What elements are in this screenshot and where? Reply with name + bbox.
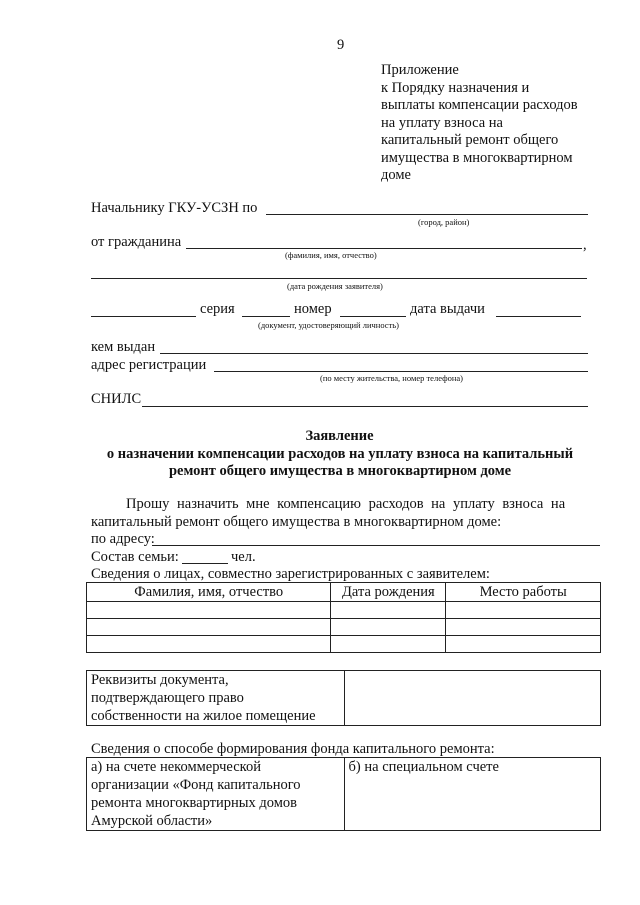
addressee-line[interactable] [266, 214, 588, 215]
header-workplace: Место работы [446, 583, 601, 602]
appendix-line: имущества в многоквартирном [381, 149, 573, 166]
family-unit: чел. [231, 549, 256, 565]
table-row [87, 602, 601, 619]
reg-address-hint: (по месту жительства, номер телефона) [320, 373, 463, 383]
fund-table [86, 757, 601, 831]
statement-subtitle: о назначении компенсации расходов на уплату взноса на капитальный [106, 446, 574, 462]
issue-date-line[interactable] [496, 316, 581, 317]
table-cell[interactable] [87, 602, 331, 619]
ownership-table [86, 670, 601, 726]
fund-option-a-line: Амурской области» [91, 813, 213, 829]
table-cell[interactable] [331, 619, 446, 636]
ownership-value-cell[interactable] [344, 671, 600, 726]
table-row [87, 758, 601, 831]
fund-option-a-line: организации «Фонд капитального [91, 777, 301, 793]
table-cell[interactable] [446, 619, 601, 636]
ownership-label-line: Реквизиты документа, [91, 672, 229, 688]
appendix-line: капитальный ремонт общего [381, 132, 559, 148]
statement-subtitle: ремонт общего имущества в многоквартирном доме [168, 463, 512, 479]
ownership-label-cell [87, 671, 345, 726]
doc-type-line[interactable] [91, 316, 196, 317]
from-hint: (фамилия, имя, отчество) [285, 250, 377, 260]
ownership-label-line: подтверждающего право [91, 690, 244, 706]
appendix-line: к Порядку назначения и [381, 79, 530, 96]
header-full-name: Фамилия, имя, отчество [87, 583, 331, 602]
persons-label: Сведения о лицах, совместно зарегистрированных с заявителем: [91, 566, 490, 582]
appendix-line: выплаты компенсации расходов [381, 97, 578, 113]
table-cell[interactable] [331, 602, 446, 619]
fund-option-a-line: ремонта многоквартирных домов [91, 795, 298, 811]
appendix-line: доме [381, 167, 411, 183]
issued-by-label: кем выдан [91, 339, 156, 355]
address-line[interactable] [152, 545, 600, 546]
appendix-block [381, 62, 578, 185]
table-cell[interactable] [446, 602, 601, 619]
statement-title: Заявление [305, 428, 374, 444]
table-row [87, 671, 601, 726]
statement-body: Прошу назначить мне компенсацию расходов на уплату взноса на [126, 496, 566, 512]
table-header-row [87, 583, 601, 602]
table-cell[interactable] [331, 636, 446, 653]
family-label: Состав семьи: [91, 549, 179, 565]
from-line[interactable] [186, 248, 582, 249]
address-label: по адресу: [91, 531, 155, 547]
fund-option-b[interactable]: б) на специальном счете [344, 758, 600, 831]
reg-address-line[interactable] [214, 371, 588, 372]
doc-hint: (документ, удостоверяющий личность) [258, 320, 399, 330]
snils-label: СНИЛС [91, 391, 142, 407]
issue-date-label: дата выдачи [410, 301, 485, 317]
fund-option-a[interactable] [87, 758, 345, 831]
dob-line[interactable] [91, 278, 587, 279]
table-row [87, 636, 601, 653]
persons-table [86, 582, 601, 653]
number-label: номер [294, 301, 332, 317]
appendix-line: Приложение [381, 62, 459, 78]
table-row [87, 619, 601, 636]
from-label: от гражданина [91, 234, 182, 250]
header-birth-date: Дата рождения [331, 583, 446, 602]
page-number: 9 [337, 37, 345, 53]
ownership-label-line: собственности на жилое помещение [91, 708, 316, 724]
series-line[interactable] [242, 316, 290, 317]
from-comma: , [583, 237, 587, 253]
statement-body: капитальный ремонт общего имущества в многоквартирном доме: [91, 514, 502, 530]
addressee-label: Начальнику ГКУ-УСЗН по [91, 200, 258, 216]
snils-line[interactable] [142, 406, 588, 407]
addressee-hint: (город, район) [418, 217, 470, 227]
family-count-line[interactable] [182, 563, 228, 564]
number-line[interactable] [340, 316, 406, 317]
appendix-line: на уплату взноса на [381, 114, 503, 131]
series-label: серия [200, 301, 235, 317]
dob-hint: (дата рождения заявителя) [287, 281, 383, 291]
reg-address-label: адрес регистрации [91, 357, 207, 373]
table-cell[interactable] [87, 619, 331, 636]
table-cell[interactable] [446, 636, 601, 653]
issued-by-line[interactable] [160, 353, 588, 354]
table-cell[interactable] [87, 636, 331, 653]
fund-option-a-line: а) на счете некоммерческой [91, 759, 261, 775]
fund-label: Сведения о способе формирования фонда капитального ремонта: [91, 741, 495, 757]
